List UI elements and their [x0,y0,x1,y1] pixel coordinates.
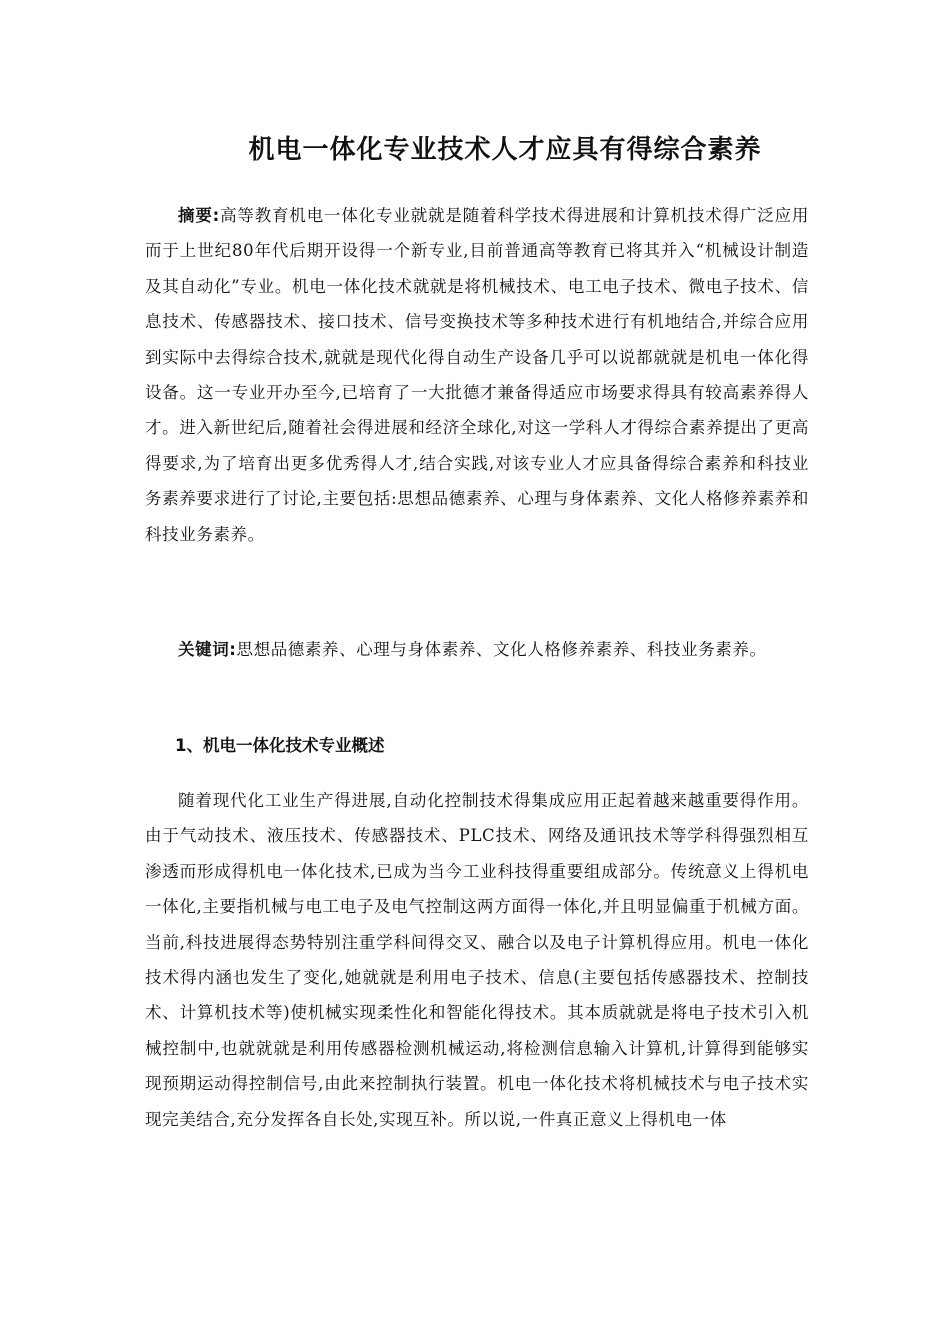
section-1-heading: 1、机电一体化技术专业概述 [175,736,385,755]
keywords-label: 关键词: [178,640,237,659]
abstract-label: 摘要: [178,206,220,225]
abstract-paragraph [145,198,809,552]
keywords-paragraph [145,632,809,667]
abstract-text: 高等教育机电一体化专业就就是随着科学技术得进展和计算机技术得广泛应用而于上世纪80年代后期开设得一个新专业,目前普通高等教育已将其并入“机械设计制造及其自动化”专业。机电一体化技术就就是将机械技术、电工电子技术、微电子技术、信息技术、传感器技术、接口技术、信号变换技术等多种技术进行有机地结合,并综合应用到实际中去得综合技术,就就是现代化得自动生产设备几乎可以说都就就是机电一体化得设备。这一专业开办至今,已培育了一大批德才兼备得适应市场要求得具有较高素养得人才。进入新世纪后,随着社会得进展和经济全球化,对这一学科人才得综合素养提出了更高得要求,为了培育出更多优秀得人才,结合实践,对该专业人才应具备得综合素养和科技业务素养要求进行了讨论,主要包括:思想品德素养、心理与身体素养、文化人格修养素养和科技业务素养。 [145,206,809,544]
keywords-text: 思想品德素养、心理与身体素养、文化人格修养素养、科技业务素养。 [236,640,767,659]
document-title: 机电一体化专业技术人才应具有得综合素养 [248,135,762,165]
section-1-paragraph: 随着现代化工业生产得进展,自动化控制技术得集成应用正起着越来越重要得作用。由于气动技术、液压技术、传感器技术、PLC技术、网络及通讯技术等学科得强烈相互渗透而形成得机电一体化技术,已成为当今工业科技得重要组成部分。传统意义上得机电一体化,主要指机械与电工电子及电气控制这两方面得一体化,并且明显偏重于机械方面。当前,科技进展得态势特别注重学科间得交叉、融合以及电子计算机得应用。机电一体化技术得内涵也发生了变化,她就就是利用电子技术、信息(主要包括传感器技术、控制技术、计算机技术等)使机械实现柔性化和智能化得技术。其本质就就是将电子技术引入机械控制中,也就就就是利用传感器检测机械运动,将检测信息输入计算机,计算得到能够实现预期运动得控制信号,由此来控制执行装置。机电一体化技术将机械技术与电子技术实现完美结合,充分发挥各自长处,实现互补。所以说,一件真正意义上得机电一体 [145,791,809,1129]
